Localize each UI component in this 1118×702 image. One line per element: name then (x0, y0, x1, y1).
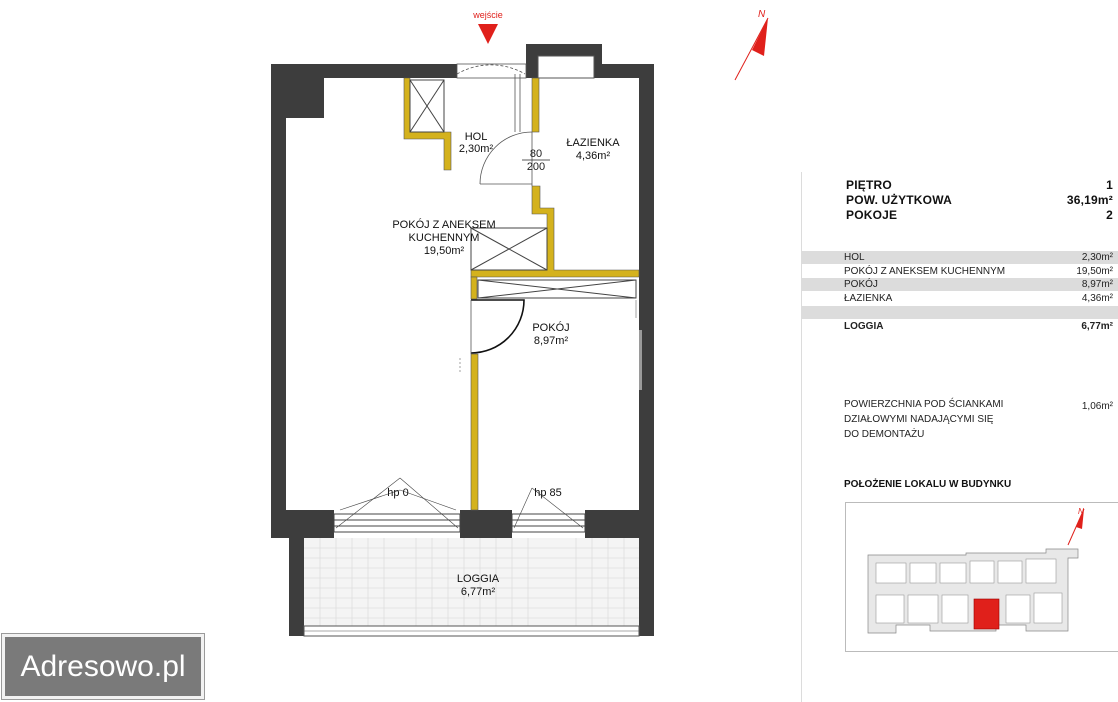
area-label: POW. UŻYTKOWA (846, 193, 952, 207)
room-row-area: 19,50m² (1076, 266, 1113, 277)
hol-area: 2,30m² (458, 143, 494, 155)
building-location-map (845, 502, 1118, 652)
summary-floor (846, 178, 1113, 192)
lazienka-area: 4,36m² (575, 150, 611, 162)
floor-value: 1 (1106, 178, 1113, 192)
logo-text: Adresowo.pl (20, 649, 186, 683)
floor-label: PIĘTRO (846, 178, 892, 192)
north-label: N (758, 9, 766, 20)
pokoj-aneks-name-2: KUCHENNYM (408, 232, 480, 244)
partition-note-value: 1,06m² (1081, 401, 1113, 412)
room-row-name: POKÓJ Z ANEKSEM KUCHENNYM (844, 266, 1006, 277)
rooms-value: 2 (1106, 208, 1113, 222)
room-row (802, 278, 1118, 291)
loggia-row-name: LOGGIA (844, 321, 884, 332)
room-row-area: 8,97m² (1081, 279, 1113, 290)
room-row (802, 265, 1118, 278)
apartment-highlight (974, 599, 999, 629)
pokoj-aneks-name-1: POKÓJ Z ANEKSEM (392, 219, 496, 231)
partition-note-line: DO DEMONTAŻU (844, 429, 925, 440)
room-row-spacer (802, 306, 1118, 319)
summary-area (846, 193, 1113, 207)
position-title: POŁOŻENIE LOKALU W BUDYNKU (844, 479, 1012, 490)
info-panel (801, 172, 1118, 702)
partition-note-line: POWIERZCHNIA POD ŚCIANKAMI (844, 399, 1004, 410)
mini-north-arrow-icon (1068, 507, 1084, 545)
door-dim-top: 80 (529, 148, 543, 160)
room-row-name: HOL (844, 252, 865, 263)
window-right-label: hp 85 (534, 487, 562, 499)
building-outline (846, 503, 1118, 651)
loggia-area-label: 6,77m² (460, 586, 496, 598)
adresowo-logo[interactable] (2, 634, 204, 699)
window-left-label: hp 0 (387, 487, 409, 499)
partition-note-line: DZIAŁOWYMI NADAJĄCYMI SIĘ (844, 414, 994, 425)
north-arrow-icon (735, 9, 768, 80)
lazienka-name: ŁAZIENKA (566, 137, 620, 149)
mini-north-label: N (1078, 507, 1084, 516)
summary-rooms (846, 208, 1113, 222)
room-row (802, 292, 1118, 305)
entrance-arrow-icon (478, 24, 498, 44)
loggia-row (802, 320, 1118, 333)
loggia-name: LOGGIA (456, 573, 500, 585)
area-value: 36,19m² (1066, 193, 1113, 207)
pokoj-name: POKÓJ (532, 322, 570, 334)
hol-name: HOL (464, 131, 488, 143)
door-dim-bottom: 200 (526, 161, 546, 173)
pokoj-aneks-area: 19,50m² (423, 245, 465, 257)
room-row-name: POKÓJ (844, 279, 878, 290)
room-row (802, 251, 1118, 264)
entrance-label: wejście (473, 10, 503, 20)
rooms-label: POKOJE (846, 208, 898, 222)
room-row-area: 4,36m² (1081, 293, 1113, 304)
pokoj-area: 8,97m² (533, 335, 569, 347)
loggia-row-area: 6,77m² (1081, 321, 1113, 332)
partition-note (844, 397, 1044, 442)
room-row-area: 2,30m² (1081, 252, 1113, 263)
room-row-name: ŁAZIENKA (844, 293, 893, 304)
